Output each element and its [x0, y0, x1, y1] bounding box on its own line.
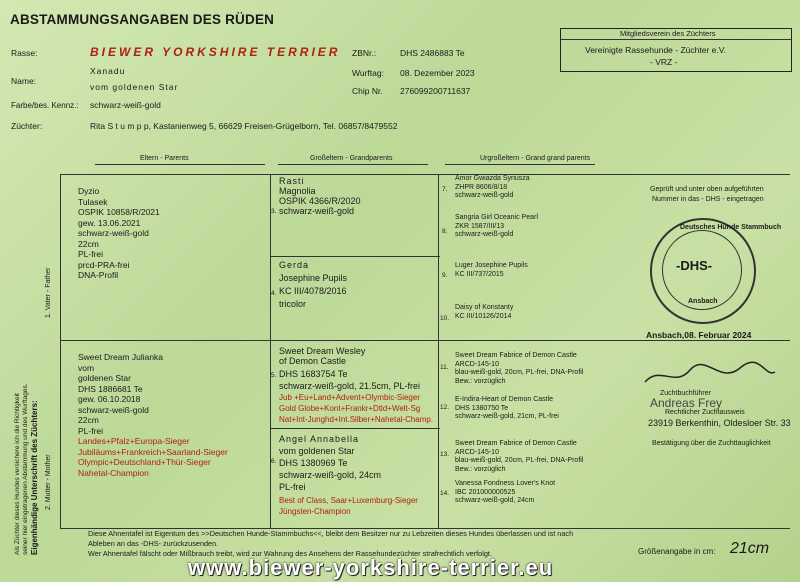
father-name: Dyzio	[78, 186, 100, 196]
ggp-8: Sangria Girl Oceanic Pearl ZKR 1587/III/13 schwarz-weiß-gold	[455, 214, 538, 238]
grandparent-5: Sweet Dream Wesley of Demon Castle DHS 1683754 Te schwarz-weiß-gold, 21.5cm, PL-frei Jub +Eu+Land+Advent+Olymbic-Sieger Gold Globe+Kont+Frankr+Dtld+Welt-Sg Nat+Int-Junghd+Int.Silber+Nahetal-Champ.	[279, 346, 434, 424]
farbe-label: Farbe/bes. Kennz.:	[11, 101, 79, 110]
sig-line2: Rechtlicher Zuchtausweis	[665, 409, 745, 416]
zuechter-label: Züchter:	[11, 121, 43, 131]
footer-line2: Ableben an das -DHS- zurückzusenden.	[88, 539, 219, 548]
mother-side-label: 2. Mutter - Mother	[45, 454, 52, 510]
ggp-num: 10.	[440, 315, 450, 322]
gp-num: 4.	[271, 290, 277, 297]
ggp-num: 9.	[442, 272, 448, 279]
footer-line3: Wer Ahnentafel fälscht oder Mißbrauch treibt, wird zur Wahrung des Ansehens der Rassehundezüchter strafrechtlich verfolgt.	[88, 549, 492, 558]
sig-name: Andreas Frey	[650, 396, 723, 410]
club-name: Vereinigte Rassehunde - Züchter e.V.	[585, 45, 726, 55]
sig-note1: Als Züchter dieses Hundes versichere ich die Richtigkeit	[14, 393, 21, 555]
stamp-center: -DHS-	[676, 258, 713, 273]
ggp-9: Luger Josephine Pupils KC III/737/2015	[455, 262, 528, 278]
ggp-num: 12.	[440, 404, 450, 411]
zbnr-label: ZBNr.:	[352, 48, 377, 58]
ggp-num: 11.	[440, 364, 449, 371]
footer-line1: Diese Ahnentafel ist Eigentum des >>Deutschen Hunde-Stammbuchs<<, bleibt dem Besitzer nur zu Lebzeiten dieses Hundes überlassen und ist nach	[88, 529, 574, 538]
document-title: ABSTAMMUNGSANGABEN DES RÜDEN	[10, 12, 275, 27]
ggp-num: 7.	[442, 186, 448, 193]
ggp-num: 8.	[442, 228, 448, 235]
name-line2: vom goldenen Star	[90, 82, 179, 92]
stamp-ring-text: Deutsches Hunde Stammbuch	[680, 224, 782, 231]
ggp-7: Amor Gwiazda Syriusza ZHPR 8606/8/18 schwarz-weiß-gold	[455, 175, 530, 199]
zbnr-value: DHS 2486883 Te	[400, 48, 465, 58]
size-value: 21cm	[730, 540, 770, 557]
name-label: Name:	[11, 76, 37, 86]
ggp-12: E-Indira-Heart of Demon Castle DHS 1380750 Te schwarz-weiß-gold, 21cm, PL-frei	[455, 396, 559, 420]
stamp-date: Ansbach,08. Februar 2024	[646, 330, 752, 340]
mother-title: Nahetal-Champion	[78, 467, 149, 478]
father-side-label: 1. Vater - Father	[45, 267, 52, 318]
wurftag-label: Wurftag:	[352, 68, 384, 78]
ggp-11: Sweet Dream Fabrice of Demon Castle ARCD-145-10 blau-weiß-gold, 20cm, PL-frei, DNA-Profil Bew.: vorzüglich	[455, 352, 584, 385]
mother-title: Jubiläums+Frankreich+Saarland-Sieger	[78, 446, 228, 457]
sig-role: Zuchtbuchführer	[660, 390, 711, 397]
sig-note: Bestätigung über die Zuchttauglichkeit	[652, 440, 771, 447]
chip-label: Chip Nr.	[352, 86, 383, 96]
gp-num: 5.	[271, 372, 277, 379]
mother-name: Sweet Dream Julianka	[78, 352, 164, 362]
club-abbr: - VRZ -	[650, 57, 678, 67]
stamp-note2: Nummer in das - DHS - eingetragen	[652, 196, 764, 203]
breed-value: BIEWER YORKSHIRE TERRIER	[90, 45, 341, 59]
gp-num: 3.	[271, 208, 277, 215]
zuechter-value: Rita S t u m p p, Kastanienweg 5, 66629 Freisen-Grügelborn, Tel. 06857/8479552	[90, 121, 398, 131]
name-line1: Xanadu	[90, 66, 126, 76]
grandparent-3: Rasti Magnolia OSPIK 4366/R/2020 schwarz-weiß-gold	[279, 176, 361, 216]
stamp-note: Geprüft und unter oben aufgeführten	[650, 186, 764, 193]
col-greatgrand: Urgroßeltern - Grand grand parents	[480, 155, 591, 162]
col-parents: Eltern - Parents	[140, 155, 189, 162]
mother-block: Sweet Dream Julianka vom goldenen Star DHS 1886681 Te gew. 06.10.2018 schwarz-weiß-gold 22cm PL-frei Landes+Pfalz+Europa-Sieger Jubiläums+Frankreich+Saarland-Sieger Olympic+Deutschland+Thür-Sieger Nahetal-Champion	[78, 352, 228, 478]
grandparent-6: Angel Annabella vom goldenen Star DHS 1380969 Te schwarz-weiß-gold, 24cm PL-frei Best of Class, Saar+Luxemburg-Sieger Jüngsten-Champion	[279, 434, 418, 516]
farbe-value: schwarz-weiß-gold	[90, 100, 161, 110]
ggp-num: 14.	[440, 490, 450, 497]
mother-title: Landes+Pfalz+Europa-Sieger	[78, 436, 190, 446]
col-grandparents: Großeltern - Grandparents	[310, 155, 393, 162]
signature-label: Eigenhändige Unterschrift des Züchters:	[30, 400, 39, 555]
ggp-13: Sweet Dream Fabrice of Demon Castle ARCD-145-10 blau-weiß-gold, 20cm, PL-frei, DNA-Profil Bew.: vorzüglich	[455, 440, 584, 473]
signature-scribble	[640, 360, 780, 390]
chip-value: 276099200711637	[400, 86, 471, 96]
mother-title: Olympic+Deutschland+Thür-Sieger	[78, 457, 211, 467]
gp-num: 6.	[271, 458, 277, 465]
ggp-num: 13.	[440, 451, 450, 458]
size-label: Größenangabe in cm:	[638, 547, 716, 556]
sig-address: 23919 Berkenthin, Oldesloer Str. 33	[648, 418, 791, 428]
stamp-bottom: Ansbach	[688, 298, 718, 305]
sig-note2: seiner hier eingetragenen Abstammung und des Wurftages.	[22, 383, 29, 555]
rasse-label: Rasse:	[11, 48, 38, 58]
father-block: Dyzio Tulasek OSPIK 10858/R/2021 gew. 13.06.2021 schwarz-weiß-gold 22cm PL-frei prcd-PRA-frei DNA-Profil	[78, 186, 160, 280]
club-label: Mitgliedsverein des Züchters	[620, 29, 716, 38]
wurftag-value: 08. Dezember 2023	[400, 68, 475, 78]
grandparent-4: Gerda Josephine Pupils KC III/4078/2016 tricolor	[279, 260, 348, 309]
watermark: www.biewer-yorkshire-terrier.eu	[188, 555, 554, 580]
ggp-10: Daisy of Konstanty KC III/10126/2014	[455, 304, 514, 320]
ggp-14: Vanessa Fondness Lover's Knot IBC 201000000525 schwarz-weiß-gold, 24cm	[455, 480, 556, 504]
